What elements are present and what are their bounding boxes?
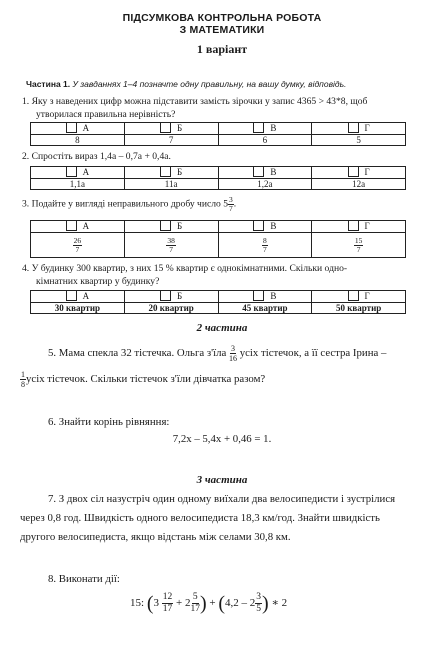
option-b[interactable]: Б <box>124 123 218 135</box>
answer-value: 1,1a <box>31 179 125 190</box>
fraction: $\frac{5}{17}$ <box>190 592 200 614</box>
checkbox[interactable] <box>160 122 171 133</box>
checkbox[interactable] <box>253 290 264 301</box>
fraction: $\frac{3}{5}$ <box>256 592 262 614</box>
checkbox[interactable] <box>348 166 359 177</box>
part3-heading: 3 частина <box>196 474 248 486</box>
checkbox[interactable] <box>253 122 264 133</box>
part1-label: Частина 1. <box>26 79 71 89</box>
checkbox[interactable] <box>348 220 359 231</box>
part1-instruction <box>26 79 346 89</box>
question-1-line-2: утворилася правильна нерівність? <box>36 109 176 120</box>
part2-heading: 2 частина <box>196 322 248 334</box>
part1-instruction-text: У завданнях 1–4 позначте одну правильну, на вашу думку, відповідь. <box>70 79 347 89</box>
title-line-2: З МАТЕМАТИКИ <box>179 24 265 36</box>
answer-value: $\frac{38}{7}$ <box>124 233 218 258</box>
fraction: $\frac{1}{8}$ <box>21 370 25 389</box>
title-line-1: ПІДСУМКОВА КОНТРОЛЬНА РОБОТА <box>122 12 322 24</box>
checkbox[interactable] <box>253 166 264 177</box>
answer-value: 20 квартир <box>124 303 218 314</box>
checkbox[interactable] <box>160 290 171 301</box>
question-4-line-2: кімнатних квартир у будинку? <box>36 276 160 287</box>
fraction: $\frac{3}{16}$ <box>229 344 237 363</box>
option-c[interactable]: В <box>218 167 312 179</box>
equation: 7,2х – 5,4х + 0,46 = 1. <box>172 433 272 445</box>
checkbox[interactable] <box>66 220 77 231</box>
question-6: 6. Знайти корінь рівняння: <box>48 416 170 428</box>
checkbox[interactable] <box>160 220 171 231</box>
checkbox[interactable] <box>66 122 77 133</box>
expression: 15: (3 $\frac{12}{17}$ + 2 $\frac{5}{17}$ ) + (4,2 – 2 $\frac{3}{5}$ ) ∗ 2 <box>130 592 288 615</box>
checkbox[interactable] <box>348 290 359 301</box>
checkbox[interactable] <box>66 290 77 301</box>
option-b[interactable]: Б <box>124 291 218 303</box>
question-4-line-1: 4. У будинку 300 квартир, з них 15 % квартир є однокімнатними. Скільки одно- <box>22 263 348 274</box>
question-5-line-2: $\frac{1}{8}$ усіх тістечок. Скільки тістечок з'їли дівчатка разом? <box>21 370 266 389</box>
option-a[interactable]: А <box>31 123 125 135</box>
checkbox[interactable] <box>253 220 264 231</box>
question-2: 2. Спростіть вираз 1,4a – 0,7a + 0,4a. <box>22 151 171 162</box>
question-7-line-1: 7. З двох сіл назустріч один одному виїхали два велосипедисти і зустрілися <box>48 493 396 505</box>
answer-value: 45 квартир <box>218 303 312 314</box>
answer-value: 7 <box>124 135 218 146</box>
option-a[interactable]: А <box>31 291 125 303</box>
answer-table-2 <box>30 166 406 190</box>
question-3: 3. Подайте у вигляді неправильного дробу число 5 $\frac{3}{7}$ . <box>22 195 237 213</box>
fraction: $\frac{3}{7}$ <box>229 195 233 213</box>
variant-label: 1 варіант <box>196 42 248 56</box>
answer-value: 1,2a <box>218 179 312 190</box>
checkbox[interactable] <box>66 166 77 177</box>
question-1 <box>22 95 408 121</box>
answer-value: 30 квартир <box>31 303 125 314</box>
answer-value: 50 квартир <box>312 303 406 314</box>
answer-table-4 <box>30 290 406 314</box>
option-c[interactable]: В <box>218 291 312 303</box>
answer-value: $\frac{15}{7}$ <box>312 233 406 258</box>
option-b[interactable]: Б <box>124 221 218 233</box>
answer-value: $\frac{8}{7}$ <box>218 233 312 258</box>
question-4 <box>22 262 408 288</box>
option-b[interactable]: Б <box>124 167 218 179</box>
option-d[interactable]: Г <box>312 167 406 179</box>
question-7-line-3: другого велосипедиста, якщо відстань між селами 30,8 км. <box>20 531 291 543</box>
option-a[interactable]: А <box>31 221 125 233</box>
option-c[interactable]: В <box>218 221 312 233</box>
checkbox[interactable] <box>160 166 171 177</box>
fraction: $\frac{12}{17}$ <box>162 592 173 614</box>
checkbox[interactable] <box>348 122 359 133</box>
option-a[interactable]: А <box>31 167 125 179</box>
option-c[interactable]: В <box>218 123 312 135</box>
option-d[interactable]: Г <box>312 123 406 135</box>
answer-value: 6 <box>218 135 312 146</box>
answer-value: 11a <box>124 179 218 190</box>
answer-table-3 <box>30 220 406 258</box>
question-5: 5. Мама спекла 32 тістечка. Ольга з'їла $\frac{3}{16}$ усіх тістечок, а її сестра Ірина – <box>48 344 387 363</box>
answer-value: 12a <box>312 179 406 190</box>
option-d[interactable]: Г <box>312 221 406 233</box>
answer-value: 8 <box>31 135 125 146</box>
answer-value: 5 <box>312 135 406 146</box>
answer-table-1 <box>30 122 406 146</box>
question-1-line-1: 1. Яку з наведених цифр можна підставити замість зірочки у запис 4365 > 43*8, щоб <box>22 96 368 107</box>
question-7-line-2: через 0,8 год. Швидкість одного велосипедиста 18,3 км/год. Знайти швидкість <box>20 512 380 524</box>
option-d[interactable]: Г <box>312 291 406 303</box>
question-8: 8. Виконати дії: <box>48 573 120 585</box>
answer-value: $\frac{26}{7}$ <box>31 233 125 258</box>
